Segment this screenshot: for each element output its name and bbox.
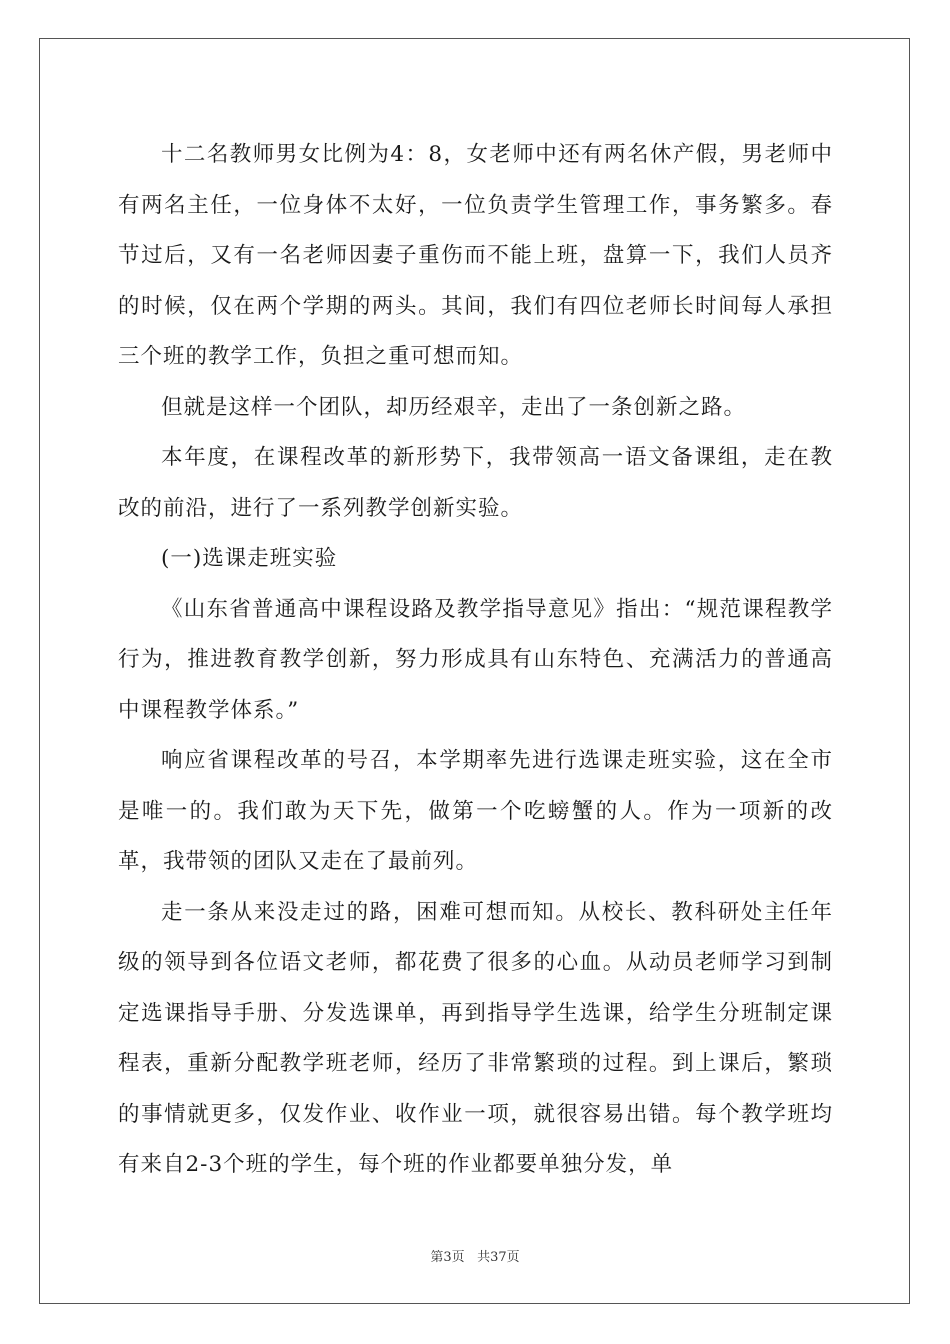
page-footer [0, 1246, 950, 1265]
document-body [118, 130, 833, 1191]
paragraph-year-overview: 本年度，在课程改革的新形势下，我带领高一语文备课组，走在教改的前沿，进行了一系列教学创新实验。 [118, 445, 833, 521]
page-total: 共37页 [477, 1250, 520, 1265]
paragraph-team-innovation: 但就是这样一个团队，却历经艰辛，走出了一条创新之路。 [161, 394, 747, 420]
paragraph-provincial-guidance: 《山东省普通高中课程设路及教学指导意见》指出：“规范课程教学行为，推进教育教学创新，努力形成具有山东特色、充满活力的普通高中课程教学体系。” [118, 596, 833, 723]
paragraph-staff-ratio: 十二名教师男女比例为4：8，女老师中还有两名休产假，男老师中有两名主任，一位身体不太好，一位负责学生管理工作，事务繁多。春节过后，又有一名老师因妻子重伤而不能上班，盘算一下，我们人员齐的时候，仅在两个学期的两头。其间，我们有四位老师长时间每人承担三个班的教学工作，负担之重可想而知。 [118, 142, 833, 369]
page-number: 第3页 [430, 1250, 465, 1265]
paragraph-reform-response: 响应省课程改革的号召，本学期率先进行选课走班实验，这在全市是唯一的。我们敢为天下先，做第一个吃螃蟹的人。作为一项新的改革，我带领的团队又走在了最前列。 [118, 748, 833, 874]
paragraph-difficulties: 走一条从来没走过的路，困难可想而知。从校长、教科研处主任年级的领导到各位语文老师，都花费了很多的心血。从动员老师学习到制定选课指导手册、分发选课单，再到指导学生选课，给学生分班制定课程表，重新分配教学班老师，经历了非常繁琐的过程。到上课后，繁琐的事情就更多，仅发作业、收作业一项，就很容易出错。每个教学班均有来自2-3个班的学生，每个班的作业都要单独分发，单 [118, 899, 833, 1177]
section-heading-course-selection: (一)选课走班实验 [161, 546, 338, 571]
